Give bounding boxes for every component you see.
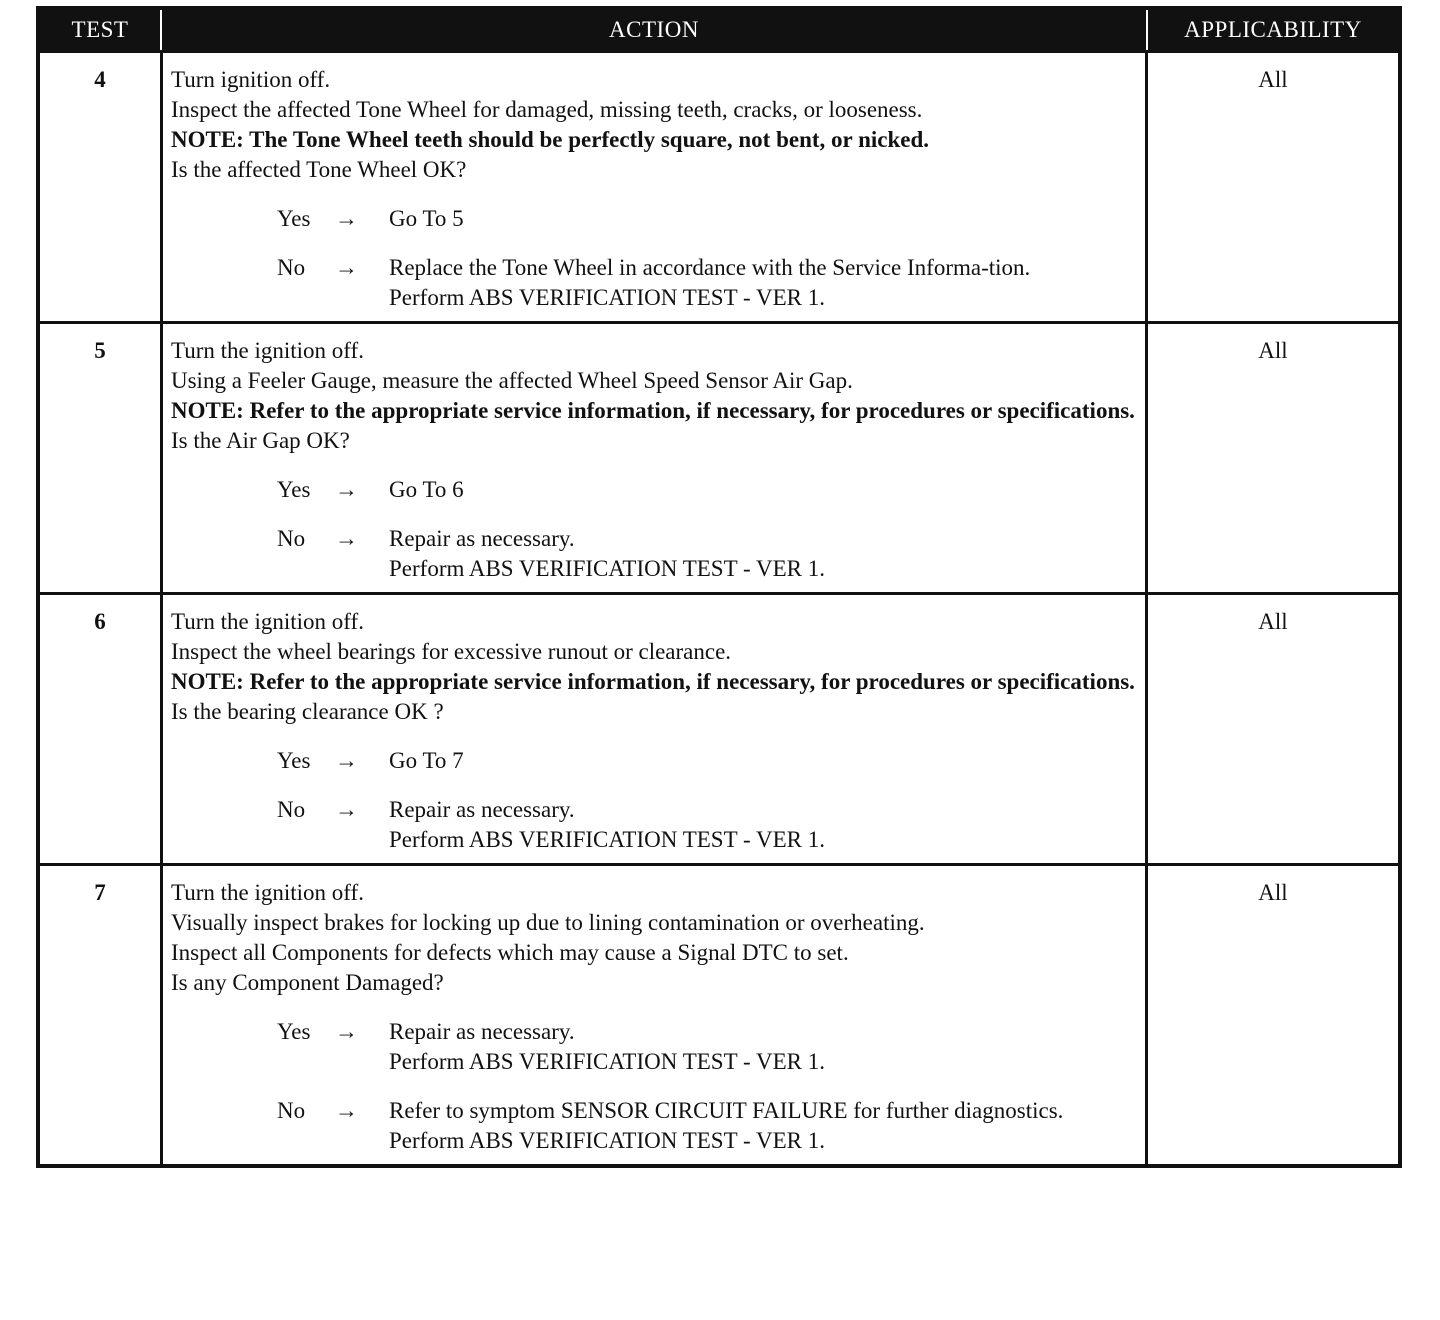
right-arrow-icon: →: [335, 1098, 358, 1123]
right-arrow-icon: →: [335, 526, 358, 551]
action-cell: [160, 53, 1148, 321]
action-line: Turn the ignition off.: [171, 880, 364, 905]
result-line: Go To 5: [389, 206, 464, 231]
result-line: Repair as necessary.: [389, 797, 575, 822]
no-label: No: [277, 1098, 306, 1123]
yes-label: Yes: [277, 477, 311, 502]
no-result: [389, 524, 1137, 584]
no-label: No: [277, 797, 306, 822]
test-number: 6: [94, 609, 106, 634]
yes-branch: [171, 204, 1137, 234]
action-question: Is the Air Gap OK?: [171, 428, 350, 453]
applicability-value: All: [1258, 67, 1288, 92]
result-line: Replace the Tone Wheel in accordance with the Service Informa-tion.: [389, 255, 1031, 280]
header-test: TEST: [71, 17, 129, 42]
yes-result: [389, 204, 1137, 234]
action-question: Is any Component Damaged?: [171, 970, 444, 995]
no-label: No: [277, 526, 306, 551]
result-line: Refer to symptom SENSOR CIRCUIT FAILURE for further diagnostics.: [389, 1098, 1064, 1123]
yes-branch: [171, 1017, 1137, 1077]
applicability-value: All: [1258, 338, 1288, 363]
action-cell: [160, 595, 1148, 863]
test-number: 7: [94, 880, 106, 905]
result-line: Perform ABS VERIFICATION TEST - VER 1.: [389, 1049, 825, 1074]
result-line: Go To 7: [389, 748, 464, 773]
action-note: NOTE: Refer to the appropriate service information, if necessary, for procedures or specifications.: [171, 669, 1135, 694]
yes-result: [389, 475, 1137, 505]
action-line: Inspect all Components for defects which may cause a Signal DTC to set.: [171, 940, 849, 965]
header-action: ACTION: [160, 10, 1148, 50]
no-branch: [171, 795, 1137, 855]
table-row: [40, 321, 1398, 592]
yes-branch: [171, 475, 1137, 505]
right-arrow-icon: →: [335, 748, 358, 773]
action-cell: [160, 866, 1148, 1164]
action-line: Inspect the wheel bearings for excessive runout or clearance.: [171, 639, 732, 664]
no-branch: [171, 1096, 1137, 1156]
right-arrow-icon: →: [335, 206, 358, 231]
diagnostic-test-table: [36, 6, 1402, 1168]
result-line: Perform ABS VERIFICATION TEST - VER 1.: [389, 285, 825, 310]
table-row: [40, 863, 1398, 1164]
action-line: Visually inspect brakes for locking up due to lining contamination or overheating.: [171, 910, 925, 935]
result-line: Go To 6: [389, 477, 464, 502]
yes-result: [389, 1017, 1137, 1077]
yes-label: Yes: [277, 1019, 311, 1044]
yes-label: Yes: [277, 748, 311, 773]
no-result: [389, 795, 1137, 855]
action-line: Turn ignition off.: [171, 67, 331, 92]
right-arrow-icon: →: [335, 797, 358, 822]
result-line: Perform ABS VERIFICATION TEST - VER 1.: [389, 556, 825, 581]
table-row: [40, 50, 1398, 321]
action-line: Inspect the affected Tone Wheel for damaged, missing teeth, cracks, or looseness.: [171, 97, 923, 122]
yes-label: Yes: [277, 206, 311, 231]
no-branch: [171, 253, 1137, 313]
table-row: [40, 592, 1398, 863]
no-result: [389, 253, 1137, 313]
result-line: Repair as necessary.: [389, 526, 575, 551]
action-cell: [160, 324, 1148, 592]
action-question: Is the bearing clearance OK ?: [171, 699, 444, 724]
right-arrow-icon: →: [335, 477, 358, 502]
action-question: Is the affected Tone Wheel OK?: [171, 157, 467, 182]
action-line: Turn the ignition off.: [171, 338, 364, 363]
right-arrow-icon: →: [335, 1019, 358, 1044]
test-number: 4: [94, 67, 106, 92]
right-arrow-icon: →: [335, 255, 358, 280]
test-number: 5: [94, 338, 106, 363]
action-line: Using a Feeler Gauge, measure the affected Wheel Speed Sensor Air Gap.: [171, 368, 853, 393]
yes-branch: [171, 746, 1137, 776]
applicability-value: All: [1258, 609, 1288, 634]
no-result: [389, 1096, 1137, 1156]
action-line: Turn the ignition off.: [171, 609, 364, 634]
applicability-value: All: [1258, 880, 1288, 905]
action-note: NOTE: Refer to the appropriate service information, if necessary, for procedures or specifications.: [171, 398, 1135, 423]
result-line: Repair as necessary.: [389, 1019, 575, 1044]
table-header: [40, 10, 1398, 50]
action-note: NOTE: The Tone Wheel teeth should be perfectly square, not bent, or nicked.: [171, 127, 930, 152]
table-body: [40, 50, 1398, 1164]
header-applicability: APPLICABILITY: [1184, 17, 1362, 42]
result-line: Perform ABS VERIFICATION TEST - VER 1.: [389, 1128, 825, 1153]
no-branch: [171, 524, 1137, 584]
no-label: No: [277, 255, 306, 280]
result-line: Perform ABS VERIFICATION TEST - VER 1.: [389, 827, 825, 852]
yes-result: [389, 746, 1137, 776]
